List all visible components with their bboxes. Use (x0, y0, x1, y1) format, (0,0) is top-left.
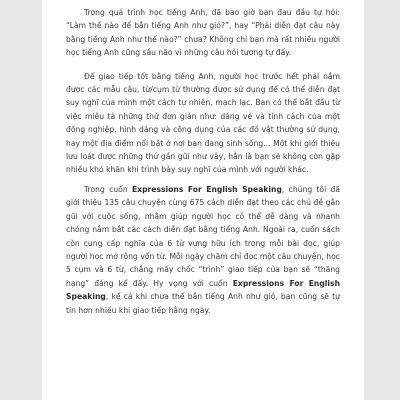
paragraph-text: Để giao tiếp tốt bằng tiếng Anh, người học trước hết phải nắm được các mẫu câu, từ/cụm từ thường được sử dụng để có thể diễn đạt suy nghĩ của mình một cách tự nhiên, mạch lạc. Bạn có thể bắt đầu từ việc miêu tả những thứ đơn giản như: dáng vẻ và tính cách của một đồng nghiệp, hình dáng và công dụng của các đồ vật thường sử dụng, hay một địa điểm nổi bật ở nơi bạn đang sinh sống... Một khi giới thiệu lưu loát được những thứ gần gũi như vậy, hẳn là bạn sẽ không còn gặp nhiều khó khăn khi trình bày suy nghĩ của mình với người khác. (66, 71, 340, 175)
book-page (42, 0, 364, 400)
paragraph-intro (66, 6, 340, 60)
paragraph-text: , chúng tôi đã giới thiệu 135 câu chuyện cùng 675 cách diễn đạt theo các chủ đề gắn gũi với cuộc sống, nhằm giúp người học có thể dễ dàng và nhanh chóng nắm bắt các cách diễn đạt bằng tiếng Anh. Ngoài ra, cuốn sách còn cung cấp nghĩa của 6 từ vựng hữu ích trong mỗi bài đọc, giúp người học mở rộng vốn từ. Mỗi ngày chăm chỉ đọc một câu chuyện, học 5 cụm và 6 từ, chẳng mấy chốc “trình” giao tiếp của bạn sẽ “thăng hạng” đáng kể đấy. Hy vọng với cuốn (66, 184, 341, 288)
paragraph-communication (66, 70, 340, 177)
paragraph-text: Trong cuốn (84, 184, 132, 194)
paragraph-book-description (66, 183, 340, 317)
book-title: Expressions For English Speaking (66, 278, 341, 302)
book-title: Expressions For English Speaking (131, 184, 282, 194)
paragraph-text: Trong quá trình học tiếng Anh, đã bao giờ bạn đau đầu tự hỏi: “Làm thế nào để bắn tiếng Anh như gió?”, hay “Phải diễn đạt câu này bằng tiếng Anh như thế nào?” chưa? Không chỉ bạn mà rất nhiều người học tiếng Anh cũng sầu não vì những câu hỏi tương tự đấy. (66, 8, 340, 58)
paragraph-text: , kể cả khi chưa thể bắn tiếng Anh như gió, bạn cũng sẽ tự tin hơn nhiều khi giao tiếp hằng ngày. (66, 292, 340, 315)
